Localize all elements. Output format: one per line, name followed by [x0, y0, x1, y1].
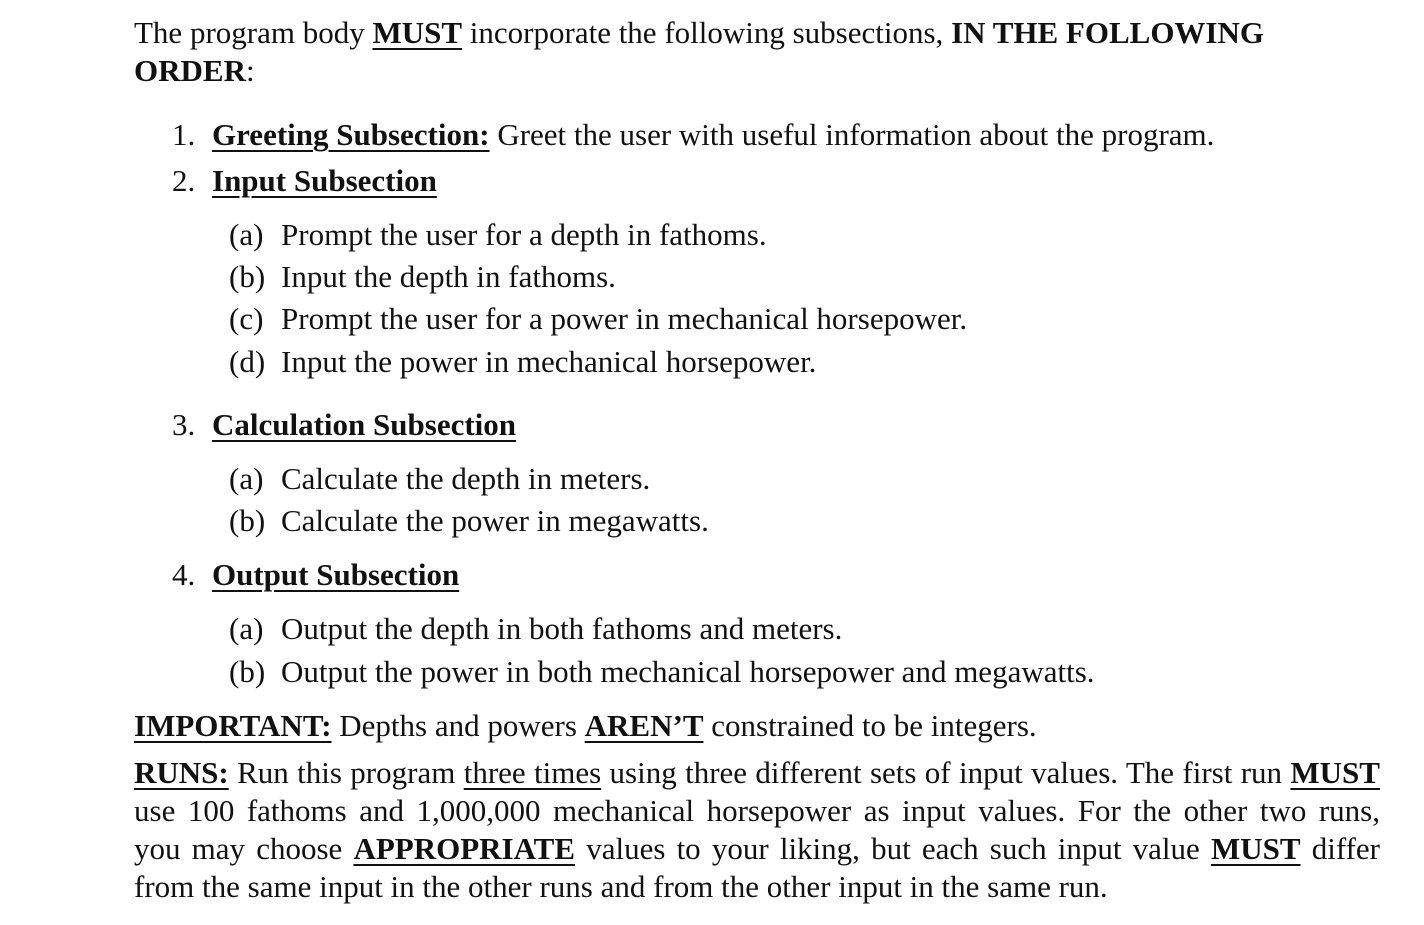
- runs-line-2: [134, 792, 1380, 830]
- sub-item: [229, 343, 816, 381]
- must-emphasis: MUST: [372, 15, 463, 50]
- item-title: Output Subsection: [212, 557, 460, 592]
- important-label: IMPORTANT:: [134, 708, 332, 743]
- item-number: 4.: [172, 557, 196, 592]
- intro-text: The program body: [134, 15, 373, 50]
- three-times-emphasis: three times: [463, 755, 602, 790]
- item-title: Calculation Subsection: [212, 407, 517, 442]
- sub-item-text: Prompt the user for a depth in fathoms.: [281, 217, 767, 252]
- sub-item: [229, 460, 650, 498]
- list-item-2: [172, 162, 437, 200]
- item-title: Input Subsection: [212, 163, 437, 198]
- intro-text: incorporate the following subsections,: [462, 15, 952, 50]
- sub-item-label: (d): [229, 344, 266, 379]
- sub-item-text: Output the power in both mechanical horsepower and megawatts.: [281, 654, 1095, 689]
- item-number: 1.: [172, 117, 196, 152]
- intro-line-2: [134, 52, 255, 90]
- runs-line-4: [134, 868, 1108, 906]
- sub-item-label: (b): [229, 259, 266, 294]
- runs-line-1: [134, 754, 1380, 792]
- sub-item-text: Input the power in mechanical horsepower.: [281, 344, 817, 379]
- sub-item: [229, 610, 842, 648]
- sub-item-label: (a): [229, 217, 264, 252]
- sub-item-label: (a): [229, 461, 264, 496]
- sub-item: [229, 216, 767, 254]
- sub-item-label: (b): [229, 654, 266, 689]
- runs-text: differ: [1300, 831, 1380, 866]
- runs-label: RUNS:: [134, 755, 229, 790]
- runs-text: values to your liking, but each such input value: [575, 831, 1211, 866]
- sub-item: [229, 653, 1095, 691]
- runs-text: use 100 fathoms and 1,000,000 mechanical horsepower as input values. For the other two runs,: [134, 793, 1380, 828]
- runs-line-3: [134, 830, 1380, 868]
- sub-item-text: Calculate the depth in meters.: [281, 461, 651, 496]
- important-note: [134, 707, 1037, 745]
- sub-item: [229, 258, 616, 296]
- must-emphasis: MUST: [1290, 755, 1380, 790]
- item-number: 3.: [172, 407, 196, 442]
- sub-item-label: (b): [229, 503, 266, 538]
- order-emphasis: IN THE FOLLOWING: [951, 15, 1264, 50]
- must-emphasis: MUST: [1210, 831, 1301, 866]
- sub-item-text: Calculate the power in megawatts.: [281, 503, 709, 538]
- important-text: Depths and powers: [331, 708, 585, 743]
- appropriate-emphasis: APPROPRIATE: [353, 831, 576, 866]
- list-item-3: [172, 406, 516, 444]
- order-emphasis: ORDER: [134, 53, 246, 88]
- list-item-1: [172, 116, 1214, 154]
- item-text: Greet the user with useful information about the program.: [489, 117, 1215, 152]
- sub-item: [229, 502, 709, 540]
- arent-emphasis: AREN’T: [584, 708, 704, 743]
- sub-item-text: Input the depth in fathoms.: [281, 259, 616, 294]
- item-title: Greeting Subsection:: [212, 117, 490, 152]
- intro-colon: :: [245, 53, 255, 88]
- sub-item-text: Prompt the user for a power in mechanical horsepower.: [281, 301, 968, 336]
- runs-text: you may choose: [134, 831, 354, 866]
- sub-item-text: Output the depth in both fathoms and meters.: [281, 611, 843, 646]
- important-text: constrained to be integers.: [703, 708, 1037, 743]
- sub-item-label: (a): [229, 611, 264, 646]
- runs-text: Run this program: [228, 755, 464, 790]
- list-item-4: [172, 556, 459, 594]
- sub-item: [229, 300, 967, 338]
- sub-item-label: (c): [229, 301, 264, 336]
- runs-text: from the same input in the other runs and from the other input in the same run.: [134, 869, 1108, 904]
- intro-line-1: [134, 14, 1264, 52]
- runs-text: using three different sets of input values. The first run: [601, 755, 1291, 790]
- item-number: 2.: [172, 163, 196, 198]
